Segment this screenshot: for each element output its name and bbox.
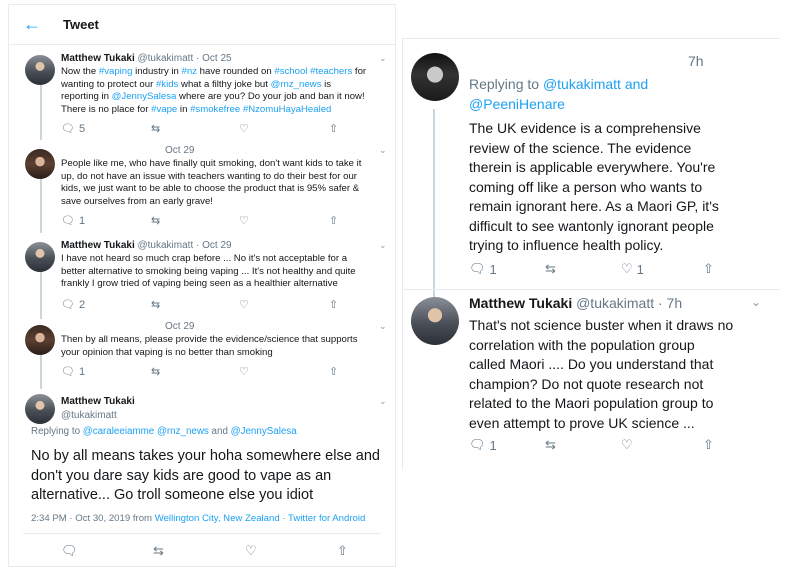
tweet-line: Now the #vaping industry in #nz have rounded on #school #teachers for	[61, 66, 367, 77]
tweet-line: wanting to protect our #kids what a filthy joke but @rnz_news is	[61, 78, 332, 90]
hashtag-link[interactable]: #smokefree	[190, 103, 241, 115]
author-name[interactable]: Matthew Tukaki	[61, 53, 135, 64]
heart-icon: ♡	[239, 299, 249, 311]
tweet-line: reporting in @JennySalesa where are you? Do your job and ban it now!	[61, 91, 365, 103]
divider	[403, 289, 780, 290]
replying-link[interactable]: @tukakimatt	[542, 76, 621, 92]
reply-icon: 🗨	[61, 543, 78, 558]
avatar[interactable]	[411, 53, 459, 101]
retweet-icon: ⇆	[545, 437, 556, 452]
share-icon: ⇧	[329, 366, 339, 378]
tweet-line: People like me, who have finally quit smoking, don't want kids to take it	[61, 158, 362, 169]
conversation-panel	[8, 4, 396, 567]
tweet-line: better alternative to smoking being vaping ... It's not healthy and quite	[61, 265, 356, 277]
heart-icon: ♡	[239, 366, 249, 378]
retweet-button[interactable]	[545, 261, 621, 277]
tweet-timestamp: 2:34 PM · Oct 30, 2019 from Wellington City, New Zealand · Twitter for Android	[31, 513, 366, 524]
author-handle[interactable]: @tukakimatt	[61, 410, 117, 421]
avatar[interactable]	[25, 394, 55, 424]
chevron-down-icon[interactable]: ⌄	[379, 321, 387, 331]
retweet-icon: ⇆	[151, 366, 161, 378]
tweet-time[interactable]: Oct 29	[165, 145, 195, 156]
tweet-line: save ourselves from an early grave!	[61, 195, 213, 207]
hashtag-link[interactable]: #vaping	[98, 66, 133, 77]
mention-link[interactable]: @JennySalesa	[111, 91, 177, 103]
author-handle[interactable]: @tukakimatt	[137, 240, 194, 251]
retweet-button[interactable]	[153, 543, 245, 559]
share-icon: ⇧	[703, 437, 714, 452]
replying-to: Replying to @tukakimatt and @PeeniHenare	[469, 76, 649, 112]
reply-icon: 🗨	[61, 123, 75, 135]
reply-icon: 🗨	[61, 366, 75, 378]
chevron-down-icon[interactable]: ⌄	[379, 53, 387, 63]
author-name[interactable]: Matthew Tukaki	[61, 396, 135, 407]
reply-button[interactable]	[469, 261, 545, 277]
heart-icon: ♡	[621, 437, 633, 452]
hashtag-link[interactable]: #kids	[155, 78, 179, 90]
like-count: 1	[636, 261, 644, 277]
hashtag-link[interactable]: #vape	[151, 103, 178, 115]
reply-button[interactable]	[469, 437, 545, 453]
author-name[interactable]: Matthew Tukaki	[61, 240, 135, 251]
main-tweet-text: No by all means takes your hoha somewhere else and don't you dare say kids are good to vape as an alternative... Go troll someone else you idiot	[31, 448, 380, 503]
retweet-icon: ⇆	[545, 261, 556, 276]
hashtag-link[interactable]: #NzomuHayaHealed	[242, 103, 332, 115]
tweet-line: There is no place for #vape in #smokefree #NzomuHayaHealed	[61, 103, 332, 115]
tweet-time[interactable]: · Oct 29	[196, 240, 232, 251]
hashtag-link[interactable]: #teachers	[310, 66, 353, 77]
reply-panel	[402, 38, 780, 470]
tweet-line: kids, we just want to be able to choose the product that is 95% safer &	[61, 183, 360, 195]
reply-count: 1	[78, 365, 86, 378]
share-icon: ⇧	[329, 215, 339, 227]
hashtag-link[interactable]: #school	[274, 66, 308, 77]
tweet-time[interactable]: 7h	[688, 53, 704, 69]
share-icon: ⇧	[703, 261, 714, 276]
source-link[interactable]: Twitter for Android	[288, 513, 366, 524]
chevron-down-icon[interactable]: ⌄	[379, 240, 387, 250]
replying-link[interactable]: @JennySalesa	[230, 426, 297, 437]
tweet-time[interactable]: Oct 29	[165, 321, 195, 332]
retweet-icon: ⇆	[151, 123, 161, 135]
page-title: Tweet	[63, 17, 99, 32]
heart-icon: ♡	[239, 215, 249, 227]
tweet-line: up, do not have an issue with teachers wanting to do their best for our	[61, 170, 357, 182]
tweet-text: That's not science buster when it draws no correlation with the population group called Maori .... Do you understand that champion? Do not quote research not related to the Maori population group to even attempt to prove UK science ...	[469, 317, 734, 431]
replying-link[interactable]: @caraleeiamme @rnz_news	[82, 426, 209, 437]
author-name[interactable]: Matthew Tukaki	[469, 295, 573, 311]
chevron-down-icon[interactable]: ⌄	[379, 396, 387, 406]
replying-to: Replying to @caraleeiamme @rnz_news and @JennySalesa	[31, 426, 297, 437]
reply-count: 1	[489, 261, 497, 277]
retweet-button[interactable]	[545, 437, 621, 453]
replying-link[interactable]: @PeeniHenare	[469, 95, 565, 112]
like-button[interactable]	[621, 261, 703, 277]
back-arrow-icon[interactable]: ←	[23, 14, 41, 34]
tweet-time[interactable]: · Oct 25	[196, 53, 232, 64]
reply-count: 1	[78, 214, 86, 227]
share-icon: ⇧	[329, 299, 339, 311]
main-tweet	[9, 5, 395, 566]
share-button[interactable]	[703, 261, 714, 277]
reply-count: 1	[489, 437, 497, 453]
reply-count: 2	[78, 298, 86, 311]
heart-icon: ♡	[239, 123, 249, 135]
tweet-line: frankly I grow tried of vaping being seen as a healthier alternative	[61, 278, 338, 290]
reply-icon: 🗨	[61, 215, 75, 227]
retweet-icon: ⇆	[151, 215, 161, 227]
tweet-time[interactable]: · 7h	[658, 295, 683, 311]
tweet-line: I have not heard so much crap before ... No it's not acceptable for a	[61, 253, 348, 264]
hashtag-link[interactable]: #nz	[181, 66, 198, 77]
author-handle[interactable]: @tukakimatt	[576, 295, 655, 311]
tweet-line: Then by all means, please provide the evidence/science that supports	[61, 334, 358, 345]
tweet-line: your opinion that vaping is no better than smoking	[61, 346, 273, 358]
divider	[23, 533, 381, 534]
share-icon: ⇧	[329, 123, 339, 135]
reply-count: 5	[78, 122, 86, 135]
reply-icon: 🗨	[61, 299, 75, 311]
author-handle[interactable]: @tukakimatt	[137, 53, 194, 64]
heart-icon: ♡	[245, 543, 257, 558]
tweet-text: The UK evidence is a comprehensive review of the science. The evidence therein is applicable everywhere. You're coming off like a person who wants to remain ignorant here. As a Maori GP, it's difficult to see wantonly ignorant people trying to influence health policy.	[469, 120, 719, 253]
like-button[interactable]	[621, 437, 703, 453]
chevron-down-icon[interactable]: ⌄	[379, 145, 387, 155]
reply-icon: 🗨	[469, 261, 486, 276]
retweet-icon: ⇆	[153, 543, 164, 558]
share-button[interactable]	[703, 437, 714, 453]
thread-line	[433, 109, 435, 309]
chevron-down-icon[interactable]: ⌄	[751, 295, 762, 309]
share-icon: ⇧	[337, 543, 348, 558]
like-button[interactable]	[245, 543, 337, 559]
avatar[interactable]	[411, 297, 459, 345]
location-link[interactable]: Wellington City, New Zealand	[154, 513, 280, 524]
share-button[interactable]	[337, 543, 348, 559]
mention-link[interactable]: @rnz_news	[270, 78, 322, 90]
retweet-icon: ⇆	[151, 299, 161, 311]
reply-button[interactable]	[61, 543, 153, 559]
reply-icon: 🗨	[469, 437, 486, 452]
heart-icon: ♡	[621, 261, 633, 276]
